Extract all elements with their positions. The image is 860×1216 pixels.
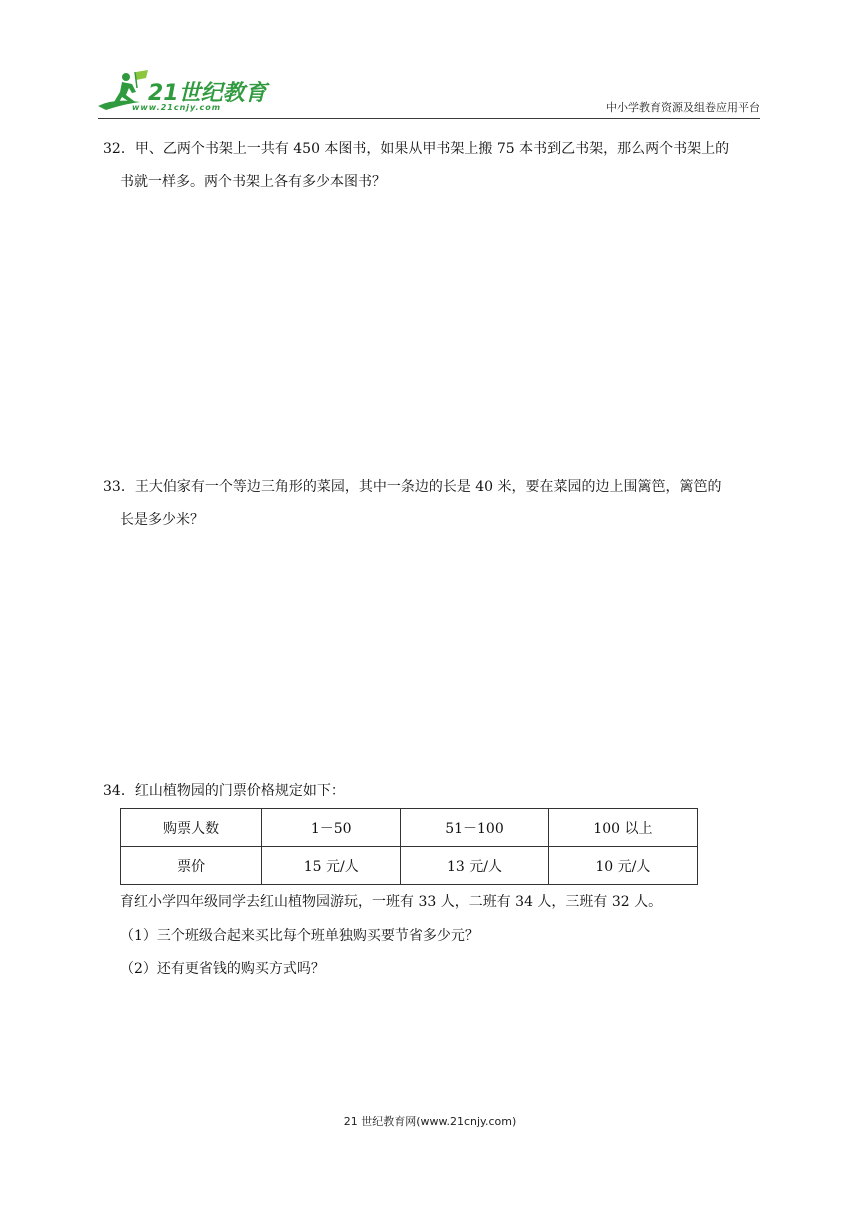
- table-cell: 13 元/人: [401, 847, 549, 885]
- header-divider: [98, 118, 760, 119]
- question-34-sub-2: （2）还有更省钱的购买方式吗？: [120, 961, 325, 977]
- table-cell: 51－100: [401, 809, 549, 847]
- table-cell: 1－50: [262, 809, 401, 847]
- question-32-line-1: 32．甲、乙两个书架上一共有 450 本图书，如果从甲书架上搬 75 本书到乙书架，那么两个书架上的: [103, 141, 730, 157]
- question-33-line-2: 长是多少米？: [120, 512, 204, 528]
- table-row: [121, 809, 698, 847]
- logo-text: 21世纪教育: [148, 81, 267, 106]
- question-34-sub-1: （1）三个班级合起来买比每个班单独购买要节省多少元？: [120, 928, 479, 944]
- table-cell: 购票人数: [121, 809, 262, 847]
- table-row: [121, 847, 698, 885]
- site-tagline: 中小学教育资源及组卷应用平台: [606, 101, 760, 114]
- question-34-intro: 34．红山植物园的门票价格规定如下：: [103, 783, 345, 799]
- table-cell: 10 元/人: [548, 847, 697, 885]
- question-32-line-2: 书就一样多。两个书架上各有多少本图书？: [120, 174, 386, 190]
- table-cell: 票价: [121, 847, 262, 885]
- logo-url: www.21cnjy.com: [132, 103, 222, 112]
- question-33-line-1: 33．王大伯家有一个等边三角形的菜园，其中一条边的长是 40 米，要在菜园的边上围篱笆，篱笆的: [103, 479, 722, 495]
- table-cell: 15 元/人: [262, 847, 401, 885]
- table-cell: 100 以上: [548, 809, 697, 847]
- page-footer: 21 世纪教育网(www.21cnjy.com): [343, 1115, 517, 1128]
- ticket-price-table: [120, 808, 698, 885]
- question-34-context: 育红小学四年级同学去红山植物园游玩，一班有 33 人，二班有 34 人，三班有 32 人。: [120, 894, 663, 910]
